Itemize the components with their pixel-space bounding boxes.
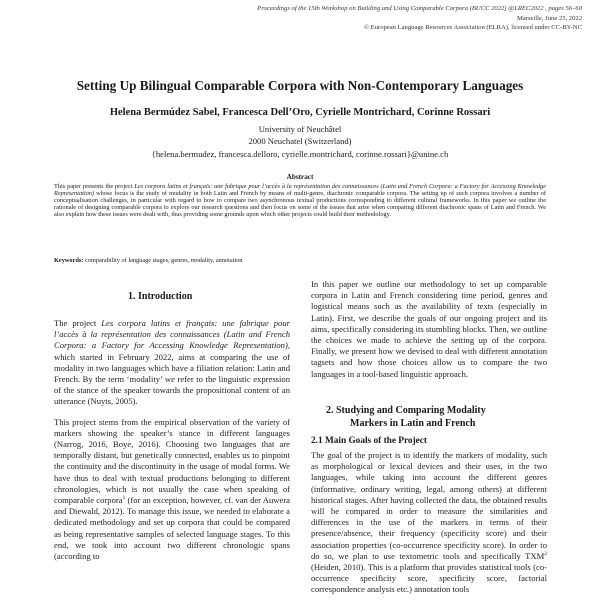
intro-paragraph [54,318,290,408]
paper-title: Setting Up Bilingual Comparable Corpora with Non-Contemporary Languages [76,78,524,93]
abstract-heading: Abstract [286,173,314,181]
section-heading-2-line1: 2. Studying and Comparing Modality [326,405,486,416]
footnote-marker: 2 [544,550,547,557]
text-run: The goal of the project is to identify the markers of modality, such as morphological or lexical devices and their uses, in the two languages, while taking into account the different genres (informative, ordinary writing, legal, among others) at different historical stages. After having collected the data, the obtained results will be compared in order to measure the similarities and differences in the use of the markers in terms of their presence/absence, their frequency (specificity score) and their association properties (co-occurrence specificity score). In order to do so, we plan to use textometric tools and specifically TXM [311,450,548,561]
text-run: (Heiden, 2010). This is a platform that provides statistical tools (co-occurrence specificity score, specificity score, factorial correspondence analysis etc.) annotation tools [311,562,547,595]
abstract-text: This paper presents the project [54,183,135,190]
keywords-label: Keywords: [54,257,84,264]
license-line: © European Language Resources Association (ELRA), licensed under CC-BY-NC [364,24,582,32]
author-list: Helena Bermúdez Sabel, Francesca Dell’Oro, Cyrielle Montrichard, Corinne Rossari [109,107,491,118]
affiliation-university: University of Neuchâtel [258,124,342,134]
text-run: The project [54,318,102,328]
text-run: , which started in February 2022, aims at comparing the use of modality in two languages which have a filiation relation: Latin and French. By the term ‘modality’ we refer to the linguistic expression of the stance of the speaker towards the propositional content of an utterance (Nuyts, 2005). [54,340,290,407]
abstract-body [54,183,546,218]
left-column [54,318,290,571]
section-heading-2-line2: Markers in Latin and French [350,418,476,429]
author-emails: {helena.bermudez, francesca.delloro, cyrielle.montrichard, corinne.rossari}@unine.ch [151,149,449,159]
abstract-text: whose focus is the study of modality in both Latin and French by means of multi-genre, diachronic comparable corpora. The setting up of such corpora involves a number of conceptualisation challenges, in particular with regard to how to compare two asynchronous textual productions corresponding to different cultural frameworks. In this paper we outline the rationale of designing comparable corpora to explore our research questions and then focus on some of the issues that arise when comparing different diachronic spans of Latin and French. We also explain how these issues were dealt with, thus providing some grounds upon which other projects could build their methodology. [54,190,546,219]
text-run: This project stems from the empirical observation of the variety of markers showing the speaker’s stance in different languages (Narrog, 2016, Boye, 2016). Choosing two languages that are temporally distant, but genetically connected, enables us to pinpoint the continuity and the discontinuity in the usage of modal forms. We have thus to deal with textual productions belonging to different chronologies, which is not usually the case when speaking of comparable corpora [54,416,290,506]
right-column [311,279,547,389]
affiliation-address: 2000 Neuchatel (Switzerland) [248,136,352,146]
text-run: (for an exception, however, cf. van der Auwera and Diewald, 2012). To manage this issue, we needed to elaborate a dedicated methodology and set up corpora that could be compared as being representative samples of selected language stages. To this end, we took into account two different chronologic spans (according to [54,495,290,562]
subsection-heading-2-1: 2.1 Main Goals of the Project [311,436,428,446]
proceedings-header [162,4,582,33]
project-title-italic: Les corpora latins et français: une fabrique pour l’accès à la représentation des connaissances (Latin and French Corpora: a Factory for Accessing Knowledge Representation) [54,318,290,351]
goals-paragraph [311,450,547,596]
keywords [54,257,546,264]
venue-line: Marseille, June 25, 2022 [516,14,582,22]
intro-paragraph: In this paper we outline our methodology to set up comparable corpora in Latin and French considering time period, genres and logistical means such as the availability of texts (especially in Latin). First, we describe the goals of our ongoing project and its aims, specifically considering its stumbling blocks. Then, we outline the choices we made to achieve the setting up of the corpora. Finally, we present how we devised to deal with different annotation tagsets and how those choices allow us to compare the two languages in a tool-based linguistic approach. [311,279,547,379]
right-column-lower [311,450,547,605]
abstract-project-title: Les corpora latins et français: une fabrique pour l’accès à la représentation des connaissances (Latin and French Corpora: a Factory for Accessing Knowledge Representation) [54,183,546,198]
keywords-text: comparability of language stages, genres, modality, annotation [83,257,243,264]
section-heading-introduction: 1. Introduction [128,291,193,302]
intro-paragraph [54,417,290,563]
footnote-marker: 1 [122,495,126,502]
proceedings-line: Proceedings of the 15th Workshop on Building and Using Comparable Corpora (BUCC 2022) @LREC2022 , pages 56–60 [257,5,582,12]
